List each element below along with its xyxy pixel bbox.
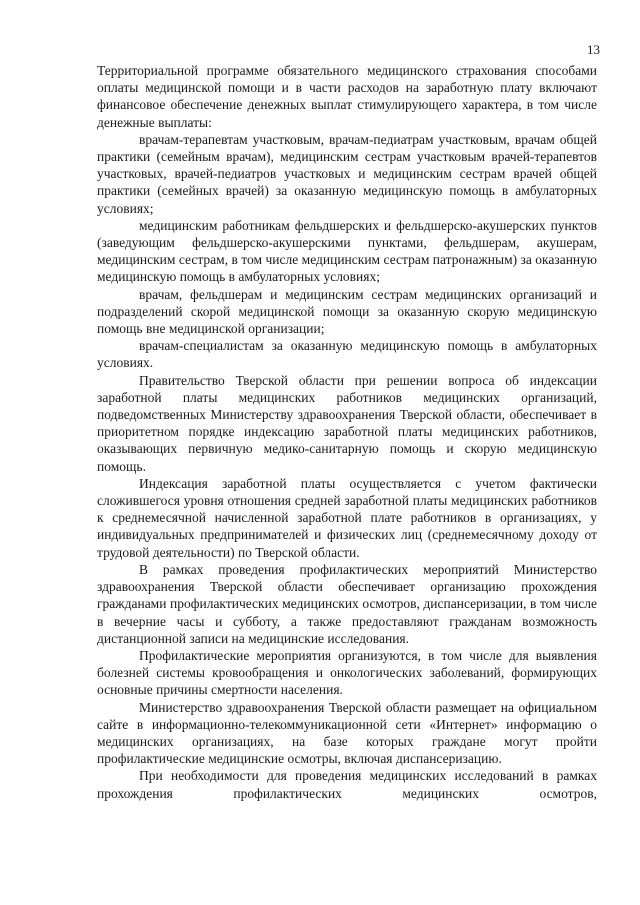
paragraph-preventive-measures: В рамках проведения профилактических мероприятий Министерство здравоохранения Тверской области обеспечивает организацию прохождения гражданами профилактических медицинских осмотров, диспансеризации, в том числе в вечерние часы и субботу, а также предоставляют гражданам возможность дистанционной записи на медицинские исследования.: [97, 561, 597, 646]
paragraph-salary-indexation-ratio: Индексация заработной платы осуществляется с учетом фактически сложившегося уровня отношения средней заработной платы медицинских работников к среднемесячной начисленной заработной плате работников в организациях, у индивидуальных предпринимателей и физических лиц (среднемесячному доходу от трудовой деятельности) по Тверской области.: [97, 475, 597, 560]
paragraph-medical-examinations: При необходимости для проведения медицинских исследований в рамках прохождения профилактических медицинских осмотров,: [97, 768, 597, 801]
paragraph-preventive-goals: Профилактические мероприятия организуются, в том числе для выявления болезней системы кровообращения и онкологических заболеваний, формирующих основные причины смертности населения.: [97, 647, 597, 698]
document-body: [97, 62, 597, 802]
paragraph-district-doctors: врачам-терапевтам участковым, врачам-педиатрам участковым, врачам общей практики (семейным врачам), медицинским сестрам участковым врачей-терапевтов участковых, врачей-педиатров участковых и медицинским сестрам врачей общей практики (семейных врачей) за оказанную медицинскую помощь в амбулаторных условиях;: [97, 131, 597, 216]
paragraph-salary-indexation-priority: Правительство Тверской области при решении вопроса об индексации заработной платы медицинских работников медицинских организаций, подведомственных Министерству здравоохранения Тверской области, обеспечивает в приоритетном порядке индексацию заработной платы медицинских работников, оказывающих первичную медико-санитарную помощь и скорую медицинскую помощь.: [97, 372, 597, 474]
page-number: 13: [587, 42, 600, 57]
paragraph-feldsher-staff: медицинским работникам фельдшерских и фельдшерско-акушерских пунктов (заведующим фельдшерско-акушерскими пунктами, фельдшерам, акушерам, медицинским сестрам, в том числе медицинским сестрам патронажным) за оказанную медицинскую помощь в амбулаторных условиях;: [97, 217, 597, 285]
paragraph-payment-methods: Территориальной программе обязательного медицинского страхования способами оплаты медицинской помощи и в части расходов на заработную плату включают финансовое обеспечение денежных выплат стимулирующего характера, в том числе денежные выплаты:: [97, 63, 597, 130]
paragraph-specialists: врачам-специалистам за оказанную медицинскую помощь в амбулаторных условиях.: [97, 338, 597, 371]
paragraph-emergency-staff: врачам, фельдшерам и медицинским сестрам медицинских организаций и подразделений скорой медицинской помощи за оказанную скорую медицинскую помощь вне медицинской организации;: [97, 286, 597, 337]
paragraph-internet-information: Министерство здравоохранения Тверской области размещает на официальном сайте в информационно-телекоммуникационной сети «Интернет» информацию о медицинских организациях, на базе которых граждане могут пройти профилактические медицинские осмотры, включая диспансеризацию.: [97, 699, 597, 767]
